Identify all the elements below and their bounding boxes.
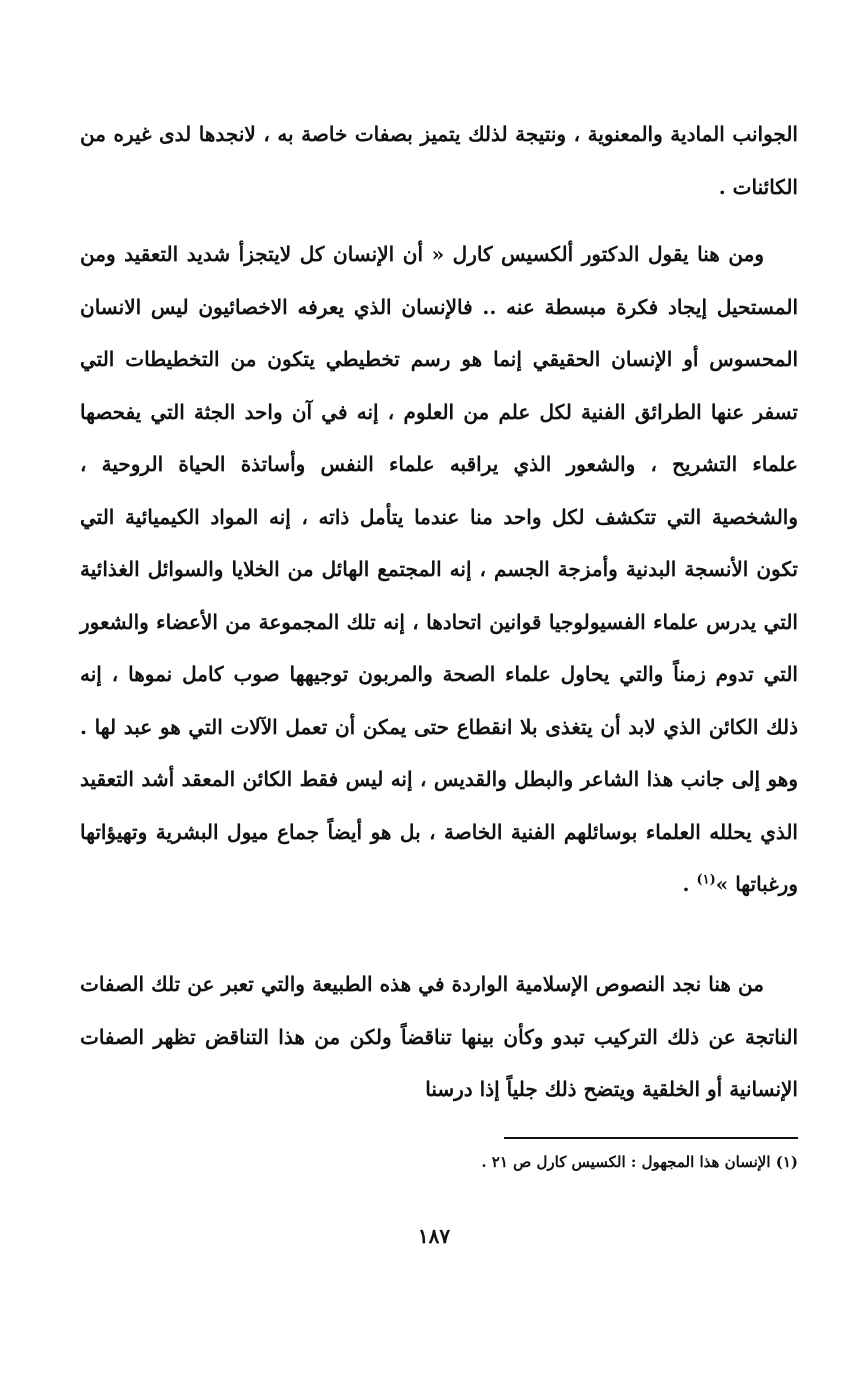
paragraph-continuation <box>80 108 798 213</box>
paragraph-1-text: الجوانب المادية والمعنوية ، ونتيجة لذلك يتميز بصفات خاصة به ، لانجدها لدى غيره من الكائنات . <box>80 122 798 199</box>
footnote-divider <box>504 1137 798 1139</box>
paragraph-carrel-quote <box>80 228 798 911</box>
paragraph-2-end: . <box>682 872 697 896</box>
paragraph-2-text: ومن هنا يقول الدكتور ألكسيس كارل « أن الإنسان كل لايتجزأ شديد التعقيد ومن المستحيل إيجاد فكرة مبسطة عنه .. فالإنسان الذي يعرفه الاخصائيون ليس الانسان المحسوس أو الإنسان الحقيقي إنما هو رسم تخطيطي يتكون من التخطيطات التي تسفر عنها الطرائق الفنية لكل علم من العلوم ، إنه في آن واحد الجثة التي يفحصها علماء التشريح ، والشعور الذي يراقبه علماء النفس وأساتذة الحياة الروحية ، والشخصية التي تتكشف لكل واحد منا عندما يتأمل ذاته ، إنه المواد الكيميائية التي تكون الأنسجة البدنية وأمزجة الجسم ، إنه المجتمع الهائل من الخلايا والسوائل الغذائية التي يدرس علماء الفسيولوجيا قوانين اتحادها ، إنه تلك المجموعة من الأعضاء والشعور التي تدوم زمناً والتي يحاول علماء الصحة والمربون توجيهها صوب كامل نموها ، إنه ذلك الكائن الذي لابد أن يتغذى بلا انقطاع حتى يمكن أن تعمل الآلات التي هو عبد لها . وهو إلى جانب هذا الشاعر والبطل والقديس ، إنه ليس فقط الكائن المعقد أشد التعقيد الذي يحلله العلماء بوسائلهم الفنية الخاصة ، بل هو أيضاً جماع ميول البشرية وتهيؤاتها ورغباتها » <box>80 242 798 896</box>
page-number: ١٨٧ <box>417 1224 451 1248</box>
footnote: (١) الإنسان هذا المجهول : الكسيس كارل ص ٢١ . <box>481 1153 798 1171</box>
paragraph-islamic-texts <box>80 958 798 1116</box>
paragraph-3-text: من هنا نجد النصوص الإسلامية الواردة في هذه الطبيعة والتي تعبر عن تلك الصفات الناتجة عن ذلك التركيب تبدو وكأن بينها تناقضاً ولكن من هذا التناقض تظهر الصفات الإنسانية أو الخلقية ويتضح ذلك جلياً إذا درسنا <box>80 972 798 1101</box>
footnote-reference: (١) <box>696 872 716 888</box>
